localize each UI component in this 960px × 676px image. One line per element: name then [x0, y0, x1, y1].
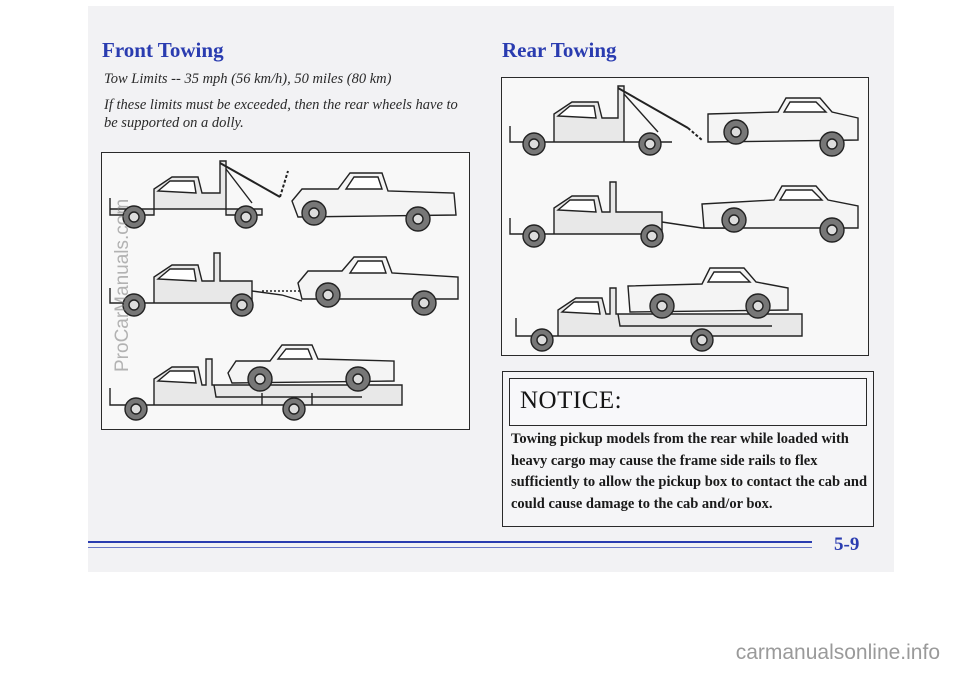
- notice-title-bar: [509, 378, 867, 426]
- rear-towing-drawing: [502, 78, 867, 354]
- rear-wrecker-2: [510, 182, 728, 247]
- rear-wrecker-1: [510, 86, 688, 155]
- footer-rule-thin: [88, 547, 812, 548]
- wrecker-truck-2: [110, 253, 302, 316]
- page-number: 5-9: [834, 534, 860, 555]
- front-towing-drawing: [102, 153, 468, 428]
- rear-towing-heading: Rear Towing: [502, 38, 617, 62]
- rear-carried-pickup: [628, 268, 788, 318]
- carried-pickup: [228, 345, 394, 391]
- front-towing-heading: Front Towing: [102, 38, 224, 62]
- rear-towed-pickup-1: [708, 98, 858, 156]
- tow-limits-text: Tow Limits -- 35 mph (56 km/h), 50 miles (80 km): [104, 71, 392, 87]
- towed-pickup-2: [298, 257, 458, 315]
- bottom-watermark: carmanualsonline.info: [735, 641, 940, 664]
- towed-pickup-1: [292, 173, 456, 231]
- footer-rule: [88, 541, 812, 543]
- side-watermark: ProCarManuals.com: [112, 198, 133, 372]
- notice-box: [502, 371, 874, 527]
- rear-towed-pickup-2: [702, 186, 858, 242]
- rear-towing-illustration: [501, 77, 869, 356]
- limits-note-text: If these limits must be exceeded, then the rear wheels have to be supported on a dolly.: [104, 97, 458, 131]
- wrecker-truck-1: [110, 161, 280, 228]
- notice-text: Towing pickup models from the rear while loaded with heavy cargo may cause the frame side rails to flex sufficiently to allow the pickup box to contact the cab and could cause damage to the cab and/or box.: [511, 431, 868, 512]
- notice-title: NOTICE:: [520, 387, 623, 414]
- front-towing-illustration: [101, 152, 470, 430]
